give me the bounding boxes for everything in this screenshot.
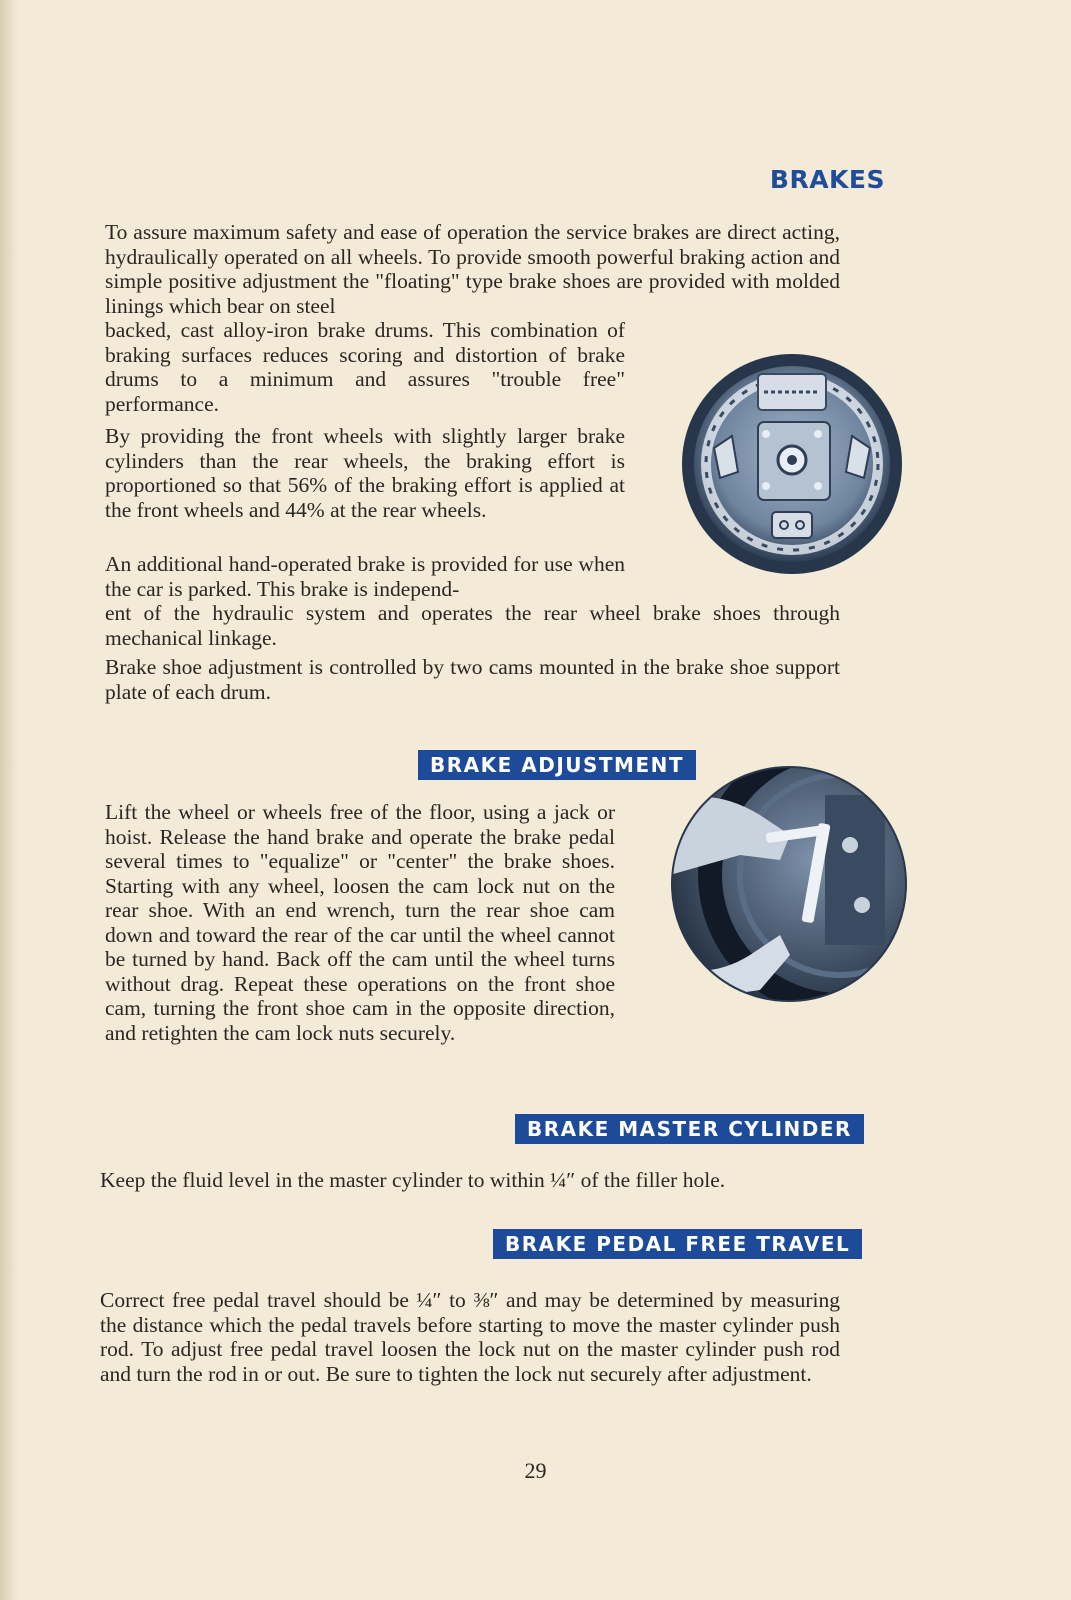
intro-paragraph-1b: backed, cast alloy-iron brake drums. This combination of braking surfaces reduces scoring and distortion of brake drums to a minimum and assures "trouble free" performance. (105, 318, 625, 416)
brake-pedal-free-travel-heading: BRAKE PEDAL FREE TRAVEL (493, 1229, 862, 1259)
intro-paragraph-3b: ent of the hydraulic system and operates the rear wheel brake shoes through mechanical linkage. (105, 601, 840, 650)
page-number: 29 (524, 1458, 547, 1483)
brake-adjustment-text: Lift the wheel or wheels free of the floor, using a jack or hoist. Release the hand brake and operate the brake pedal several times to "equalize" or "center" the brake shoes. Starting with any wheel, loosen the cam lock nut on the rear shoe. With an end wrench, turn the rear shoe cam down and toward the rear of the car until the wheel cannot be turned by hand. Back off the cam until the wheel turns without drag. Repeat these operations on the front shoe cam, turning the front shoe cam in the opposite direction, and retighten the cam lock nuts securely. (105, 800, 615, 1045)
page-binding-edge (0, 0, 18, 1600)
brake-drum-photo (680, 352, 905, 577)
brake-master-cylinder-text: Keep the fluid level in the master cylinder to within ¼″ of the filler hole. (100, 1168, 726, 1192)
page-title: BRAKES (769, 165, 885, 194)
intro-paragraph-3a: An additional hand-operated brake is provided for use when the car is parked. This brake is independ- (105, 552, 625, 601)
brake-master-cylinder-heading: BRAKE MASTER CYLINDER (515, 1114, 864, 1144)
intro-paragraph-4: Brake shoe adjustment is controlled by two cams mounted in the brake shoe support plate of each drum. (105, 655, 840, 704)
intro-paragraph-2: By providing the front wheels with slightly larger brake cylinders than the rear wheels, the braking effort is proportioned so that 56% of the braking effort is applied at the front wheels and 44% at the rear wheels. (105, 424, 625, 522)
intro-paragraph-1a: To assure maximum safety and ease of operation the service brakes are direct acting, hydraulically operated on all wheels. To provide smooth powerful braking action and simple positive adjustment the "floating" type brake shoes are provided with molded linings which bear on steel (105, 220, 840, 318)
brake-adjustment-heading: BRAKE ADJUSTMENT (418, 750, 696, 780)
wrench-adjustment-photo (670, 765, 908, 1003)
brake-pedal-free-travel-text: Correct free pedal travel should be ¼″ to ⅜″ and may be determined by measuring the distance which the pedal travels before starting to move the master cylinder push rod. To adjust free pedal travel loosen the lock nut on the master cylinder push rod and turn the rod in or out. Be sure to tighten the lock nut securely after adjustment. (100, 1288, 840, 1386)
